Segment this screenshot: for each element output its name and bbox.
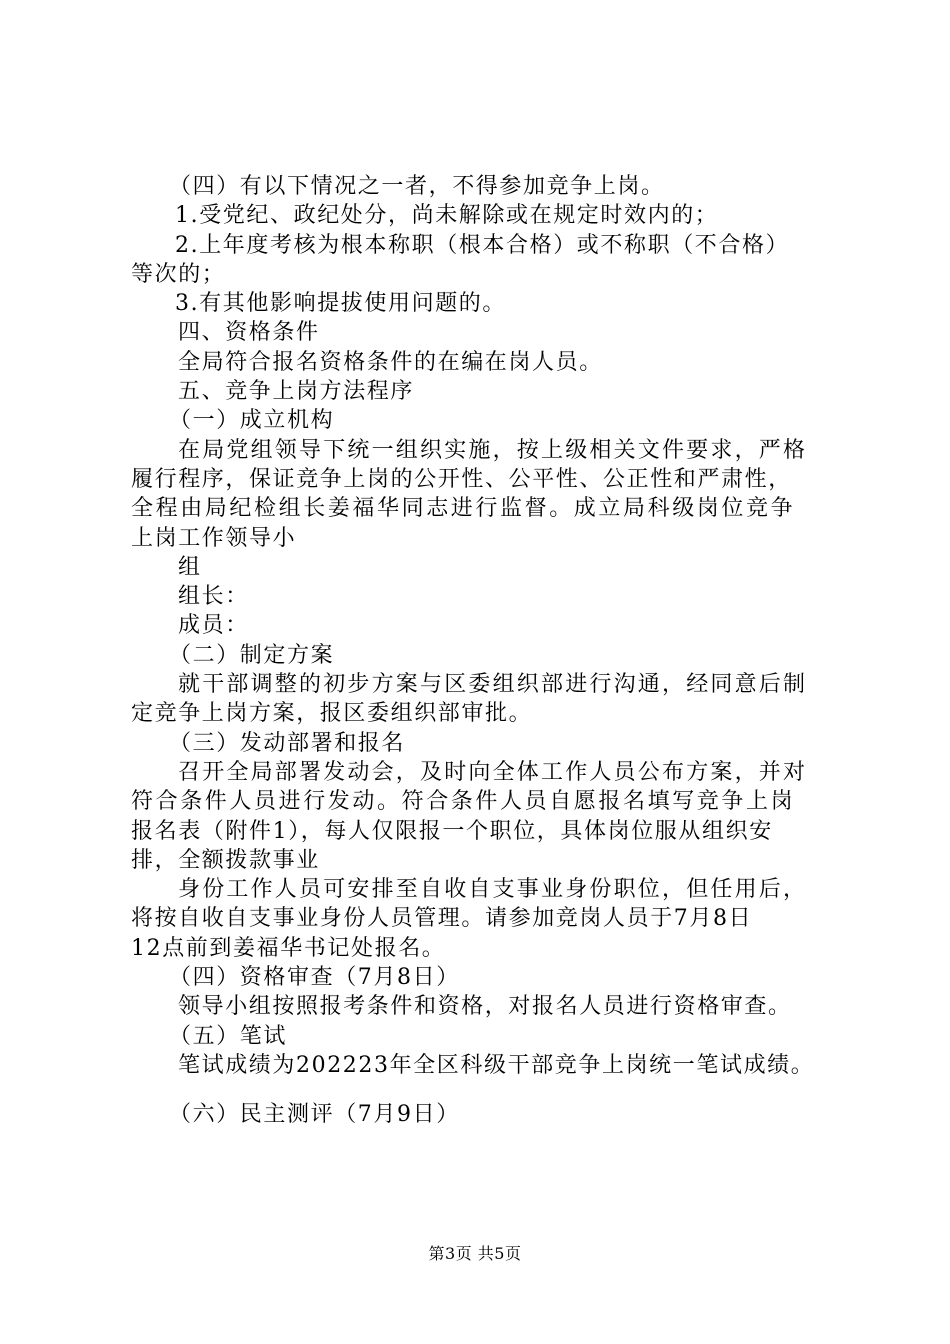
text-line: 符合条件人员进行发动。符合条件人员自愿报名填写竞争上岗 bbox=[131, 789, 796, 815]
text-line: 履行程序，保证竞争上岗的公开性、公平性、公正性和严肃性， bbox=[131, 466, 792, 492]
text-line: （四）资格审查（7月8日） bbox=[169, 965, 460, 991]
text-line: 定竞争上岗方案，报区委组织部审批。 bbox=[131, 701, 533, 727]
text-line: 报名表（附件1），每人仅限报一个职位，具体岗位服从组织安 bbox=[131, 818, 773, 844]
text-line: 四、资格条件 bbox=[178, 320, 320, 346]
text-line: 排，全额拨款事业 bbox=[131, 847, 320, 873]
text-line: 五、竞争上岗方法程序 bbox=[178, 379, 415, 405]
text-line: 成员： bbox=[178, 613, 249, 639]
text-line: 全局符合报名资格条件的在编在岗人员。 bbox=[178, 349, 603, 375]
text-line: 1.受党纪、政纪处分，尚未解除或在规定时效内的； bbox=[175, 203, 719, 229]
text-line: 召开全局部署发动会，及时向全体工作人员公布方案，并对 bbox=[178, 759, 808, 785]
text-line: 组长： bbox=[178, 584, 249, 610]
document-body bbox=[131, 172, 841, 1130]
text-line: 就干部调整的初步方案与区委组织部进行沟通，经同意后制 bbox=[178, 672, 808, 698]
text-line: 2.上年度考核为根本称职（根本合格）或不称职（不合格） bbox=[175, 232, 790, 258]
paragraph-gap bbox=[131, 1080, 841, 1100]
text-line: 身份工作人员可安排至自收自支事业身份职位，但任用后， bbox=[178, 877, 808, 903]
text-line: （六）民主测评（7月9日） bbox=[169, 1102, 460, 1128]
text-line: 等次的； bbox=[131, 261, 226, 287]
text-line: 12点前到姜福华书记处报名。 bbox=[131, 935, 446, 961]
text-line: （一）成立机构 bbox=[169, 408, 335, 434]
text-line: 领导小组按照报考条件和资格，对报名人员进行资格审查。 bbox=[178, 994, 792, 1020]
text-line: 组 bbox=[178, 554, 202, 580]
text-line: 3.有其他影响提拔使用问题的。 bbox=[175, 291, 506, 317]
text-line: 笔试成绩为202223年全区科级干部竞争上岗统一笔试成绩。 bbox=[178, 1052, 815, 1078]
text-line: （三）发动部署和报名 bbox=[169, 730, 406, 756]
page-number-footer: 第3页 共5页 bbox=[428, 1244, 522, 1263]
text-line: 上岗工作领导小 bbox=[131, 525, 297, 551]
text-line: 全程由局纪检组长姜福华同志进行监督。成立局科级岗位竞争 bbox=[131, 496, 796, 522]
text-line: （五）笔试 bbox=[169, 1023, 288, 1049]
text-line: 在局党组领导下统一组织实施，按上级相关文件要求，严格 bbox=[178, 437, 808, 463]
text-line: （二）制定方案 bbox=[169, 642, 335, 668]
text-line: （四）有以下情况之一者，不得参加竞争上岗。 bbox=[169, 174, 665, 199]
text-line: 将按自收自支事业身份人员管理。请参加竞岗人员于7月8日 bbox=[131, 906, 753, 932]
